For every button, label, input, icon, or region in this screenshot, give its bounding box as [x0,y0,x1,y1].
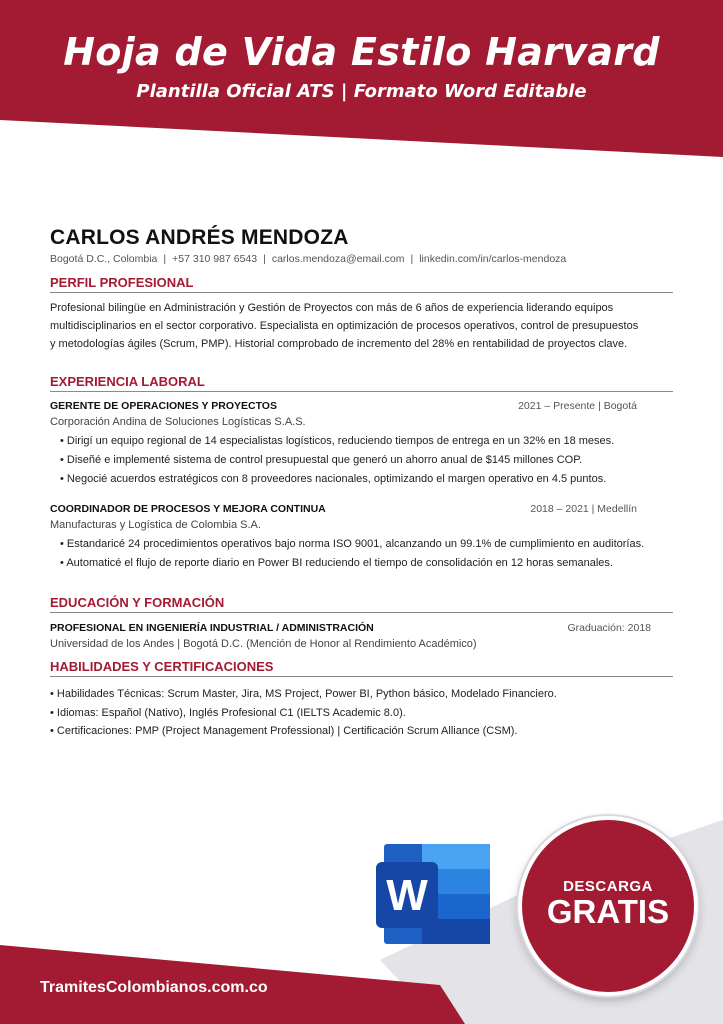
page-title: Hoja de Vida Estilo Harvard [63,30,660,74]
contact-separator: | [263,253,266,265]
contact-email: carlos.mendoza@email.com [271,253,405,265]
job-bullet: • Dirigí un equipo regional de 14 especialistas logísticos, reduciendo tiempos de entrega en un 32% en 18 meses. [60,432,673,451]
profile-summary [50,299,673,353]
contact-separator: | [410,253,414,265]
profile-line: Profesional bilingüe en Administración y Gestión de Proyectos con más de 6 años de experiencia liderando equipos [50,302,614,314]
job-company: Corporación Andina de Soluciones Logísticas S.A.S. [50,416,306,428]
job-bullet: • Estandaricé 24 procedimientos operativos bajo norma ISO 9001, alcanzando un 99.1% de cumplimiento en auditorías. [60,535,673,554]
contact-location: Bogotá D.C., Colombia [50,253,158,265]
skills-list [50,685,673,741]
section-title-skills: HABILIDADES Y CERTIFICACIONES [50,659,673,677]
profile-line: y metodologías ágiles (Scrum, PMP). Historial comprobado de incremento del 28% en rentabilidad de proyectos clave. [50,338,628,350]
profile-line: multidisciplinarios en el sector corporativo. Especialista en optimización de procesos operativos, control de presupuestos [50,320,639,332]
contact-linkedin: linkedin.com/in/carlos-mendoza [419,253,567,265]
job-bullet: • Automaticé el flujo de reporte diario en Power BI reduciendo el tiempo de consolidación en 12 horas semanales. [60,554,673,573]
job-date: 2018 – 2021 | Medellín [530,503,637,515]
skill-item: • Certificaciones: PMP (Project Management Professional) | Certificación Scrum Alliance (CSM). [50,722,673,741]
header-banner [0,0,723,160]
contact-phone: +57 310 987 6543 [172,253,258,265]
footer-site-link[interactable]: TramitesColombianos.com.co [40,979,268,996]
job-role: COORDINADOR DE PROCESOS Y MEJORA CONTINUA [50,503,326,515]
education-degree: PROFESIONAL EN INGENIERÍA INDUSTRIAL / ADMINISTRACIÓN [50,622,374,634]
education-date: Graduación: 2018 [567,622,651,634]
resume-document [50,226,673,741]
job-role: GERENTE DE OPERACIONES Y PROYECTOS [50,400,277,412]
job-bullet: • Diseñé e implementé sistema de control presupuestal que generó un ahorro anual de $145 millones COP. [60,451,673,470]
contact-separator: | [163,253,167,265]
contact-line [50,253,673,265]
page-subtitle: Plantilla Oficial ATS | Formato Word Editable [136,81,587,102]
job-date: 2021 – Presente | Bogotá [518,400,637,412]
job-bullets [50,535,673,573]
section-title-profile: PERFIL PROFESIONAL [50,275,673,293]
download-badge[interactable] [518,816,698,996]
job-entry [50,400,673,489]
candidate-name: CARLOS ANDRÉS MENDOZA [50,226,349,249]
job-bullet: • Negocié acuerdos estratégicos con 8 proveedores nacionales, optimizando el margen operativo en 4.5 puntos. [60,470,673,489]
skill-item: • Idiomas: Español (Nativo), Inglés Profesional C1 (IELTS Academic 8.0). [50,704,673,723]
skill-item: • Habilidades Técnicas: Scrum Master, Jira, MS Project, Power BI, Python básico, Modelado Financiero. [50,685,673,704]
section-title-experience: EXPERIENCIA LABORAL [50,374,673,392]
job-bullets [50,432,673,489]
job-entry [50,503,673,573]
svg-text:W: W [386,871,428,920]
education-details: Universidad de los Andes | Bogotá D.C. (Mención de Honor al Rendimiento Académico) [50,638,477,650]
job-company: Manufacturas y Logística de Colombia S.A. [50,519,261,531]
badge-label-main: GRATIS [546,893,670,930]
badge-label-top: DESCARGA [563,878,653,895]
section-title-education: EDUCACIÓN Y FORMACIÓN [50,595,673,613]
microsoft-word-icon[interactable] [376,838,494,950]
